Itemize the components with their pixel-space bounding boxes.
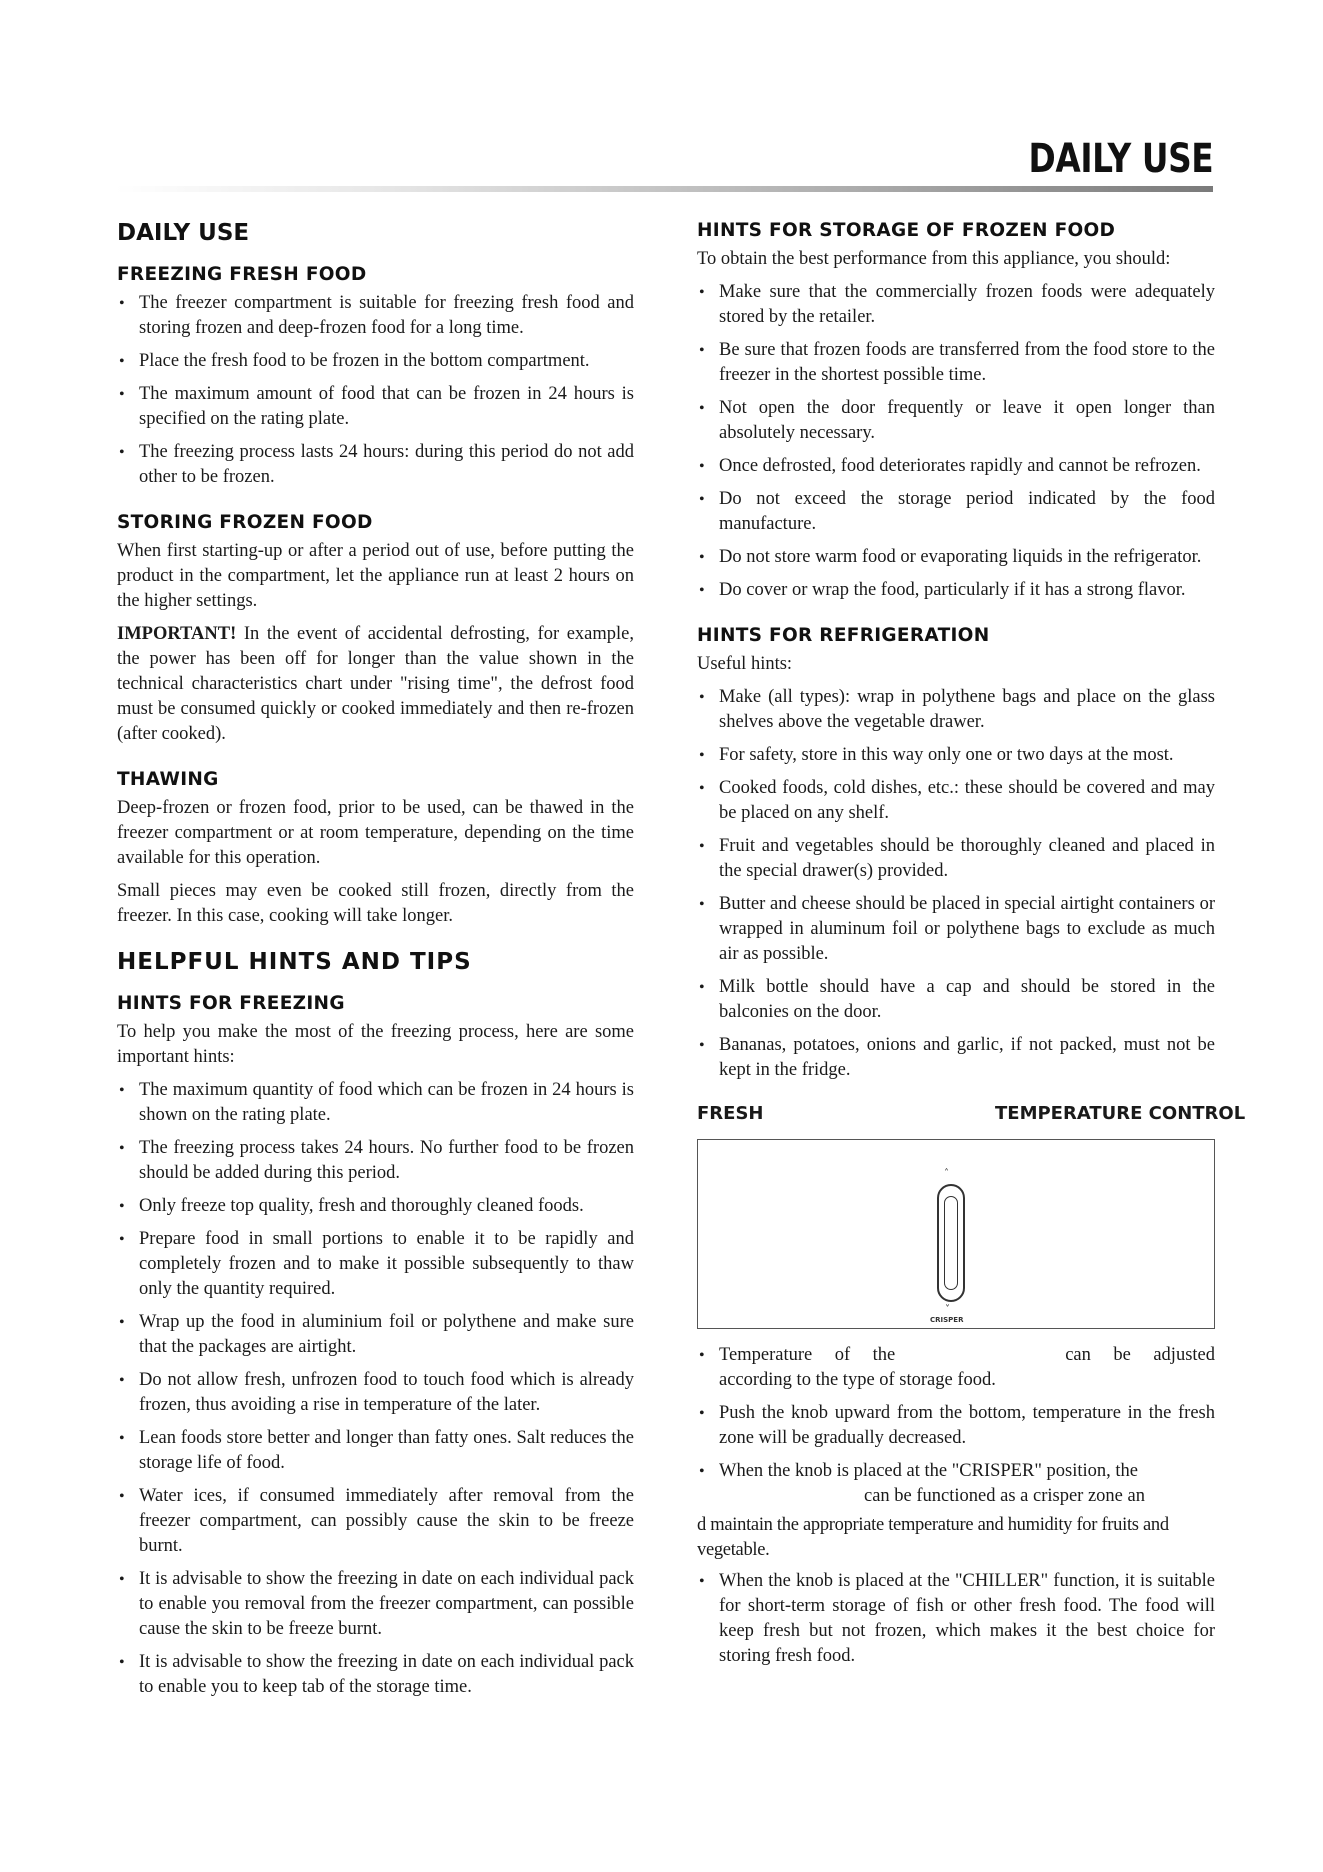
list-item: • Make (all types): wrap in polythene bags and place on the glass shelves above the vegetable drawer.: [699, 687, 1215, 732]
hints-refrigeration-heading: HINTS FOR REFRIGERATION: [697, 625, 990, 646]
list-item: • Milk bottle should have a cap and should be stored in the balconies on the door.: [699, 977, 1215, 1022]
temperature-knob-slot: [937, 1184, 965, 1302]
hints-refrigeration-intro: Useful hints:: [697, 654, 793, 674]
list-item: • Lean foods store better and longer than fatty ones. Salt reduces the storage life of food.: [119, 1428, 634, 1473]
list-item: • Not open the door frequently or leave it open longer than absolutely necessary.: [699, 398, 1215, 443]
list-item: • Do not exceed the storage period indicated by the food manufacture.: [699, 489, 1215, 534]
up-arrow-icon: ˄: [944, 1168, 949, 1179]
temperature-knob-slider: [944, 1196, 958, 1290]
list-item: • Place the fresh food to be frozen in the bottom compartment.: [119, 351, 590, 371]
list-item: • Water ices, if consumed immediately after removal from the freezer compartment, can possibly cause the skin to be freeze burnt.: [119, 1486, 634, 1556]
list-item: • Cooked foods, cold dishes, etc.: these should be covered and may be placed on any shelf.: [699, 778, 1215, 823]
fresh-label: FRESH: [697, 1103, 764, 1124]
important-label: IMPORTANT!: [117, 624, 237, 644]
list-item: • The freezing process takes 24 hours. No further food to be frozen should be added during this period.: [119, 1138, 634, 1183]
hints-storage-heading: HINTS FOR STORAGE OF FROZEN FOOD: [697, 220, 1116, 241]
thawing-paragraph-2: Small pieces may even be cooked still frozen, directly from the freezer. In this case, cooking will take longer.: [117, 881, 634, 926]
crisper-knob-label: CRISPER: [930, 1316, 964, 1324]
header-gradient-rule: [115, 186, 1213, 192]
page-header-title: DAILY USE: [1028, 136, 1213, 182]
list-item: • Do not store warm food or evaporating liquids in the refrigerator.: [699, 547, 1202, 567]
thawing-paragraph-1: Deep-frozen or frozen food, prior to be used, can be thawed in the freezer compartment or at room temperature, depending on the time available for this operation.: [117, 798, 634, 868]
list-item: • The freezer compartment is suitable for freezing fresh food and storing frozen and deep-frozen food for a long time.: [119, 293, 634, 338]
list-item: • When the knob is placed at the "CHILLER" function, it is suitable for short-term storage of fish or other fresh food. The food will keep fresh but not frozen, which makes it the best choice for storing fresh food.: [699, 1571, 1215, 1666]
list-item: • When the knob is placed at the "CRISPER" position, the can be functioned as a crisper zone an: [699, 1461, 1145, 1506]
freezing-fresh-food-heading: FREEZING FRESH FOOD: [117, 264, 367, 285]
important-paragraph: IMPORTANT! In the event of accidental defrosting, for example, the power has been off for longer than the value shown in the technical characteristics chart under "rising time", the defrost food must be consumed quickly or cooked immediately and then re-frozen (after cooked).: [117, 624, 634, 744]
list-item: • It is advisable to show the freezing in date on each individual pack to enable you removal from the freezer compartment, can possible cause the skin to be freeze burnt.: [119, 1569, 634, 1639]
thawing-heading: THAWING: [117, 769, 219, 790]
hints-freezing-intro: To help you make the most of the freezing process, here are some important hints:: [117, 1022, 634, 1067]
storing-frozen-food-paragraph: When first starting-up or after a period out of use, before putting the product in the compartment, let the appliance run at least 2 hours on the higher settings.: [117, 541, 634, 611]
list-item: • Make sure that the commercially frozen foods were adequately stored by the retailer.: [699, 282, 1215, 327]
freezing-fresh-food-list: [117, 291, 634, 490]
crisper-continuation-text: d maintain the appropriate temperature and humidity for fruits and vegetable.: [697, 1515, 1169, 1560]
list-item: • Push the knob upward from the bottom, temperature in the fresh zone will be gradually decreased.: [699, 1403, 1215, 1448]
list-item: • Do cover or wrap the food, particularly if it has a strong flavor.: [699, 580, 1186, 600]
list-item: • Be sure that frozen foods are transferred from the food store to the freezer in the shortest possible time.: [699, 340, 1215, 385]
list-item: • The maximum amount of food that can be frozen in 24 hours is specified on the rating plate.: [119, 384, 634, 429]
helpful-hints-heading: HELPFUL HINTS AND TIPS: [117, 949, 472, 975]
temperature-control-list: [697, 1343, 1215, 1509]
hints-freezing-heading: HINTS FOR FREEZING: [117, 993, 345, 1014]
down-arrow-icon: ˅: [945, 1304, 950, 1315]
list-item: • Prepare food in small portions to enable it to be rapidly and completely frozen and to make it possible subsequently to thaw only the quantity required.: [119, 1229, 634, 1299]
list-item: • Do not allow fresh, unfrozen food to touch food which is already frozen, thus avoiding a rise in temperature of the later.: [119, 1370, 634, 1415]
list-item: • Wrap up the food in aluminium foil or polythene and make sure that the packages are airtight.: [119, 1312, 634, 1357]
list-item: • It is advisable to show the freezing in date on each individual pack to enable you to keep tab of the storage time.: [119, 1652, 634, 1697]
fresh-temperature-control-heading: [697, 1103, 1246, 1131]
list-item: • Bananas, potatoes, onions and garlic, if not packed, must not be kept in the fridge.: [699, 1035, 1215, 1080]
list-item: • Fruit and vegetables should be thoroughly cleaned and placed in the special drawer(s) provided.: [699, 836, 1215, 881]
list-item: • Butter and cheese should be placed in special airtight containers or wrapped in aluminum foil or polythene bags to exclude as much air as possible.: [699, 894, 1215, 964]
list-item: • Temperature of the can be adjusted according to the type of storage food.: [699, 1345, 1215, 1390]
right-column: [697, 220, 1246, 1677]
temperature-control-list-2: [697, 1569, 1215, 1669]
list-item: • The maximum quantity of food which can be frozen in 24 hours is shown on the rating plate.: [119, 1080, 634, 1125]
hints-storage-list: [697, 280, 1215, 603]
daily-use-heading: DAILY USE: [117, 220, 250, 246]
temperature-knob-diagram: [697, 1139, 1215, 1329]
left-column: [117, 220, 634, 1708]
hints-freezing-list: [117, 1078, 634, 1700]
list-item: • Once defrosted, food deteriorates rapidly and cannot be refrozen.: [699, 456, 1201, 476]
list-item: • The freezing process lasts 24 hours: during this period do not add other to be frozen.: [119, 442, 634, 487]
storing-frozen-food-heading: STORING FROZEN FOOD: [117, 512, 373, 533]
hints-refrigeration-list: [697, 685, 1215, 1083]
list-item: • For safety, store in this way only one or two days at the most.: [699, 745, 1174, 765]
list-item: • Only freeze top quality, fresh and thoroughly cleaned foods.: [119, 1196, 584, 1216]
hints-storage-intro: To obtain the best performance from this appliance, you should:: [697, 249, 1171, 269]
temperature-control-label: TEMPERATURE CONTROL: [995, 1103, 1246, 1124]
